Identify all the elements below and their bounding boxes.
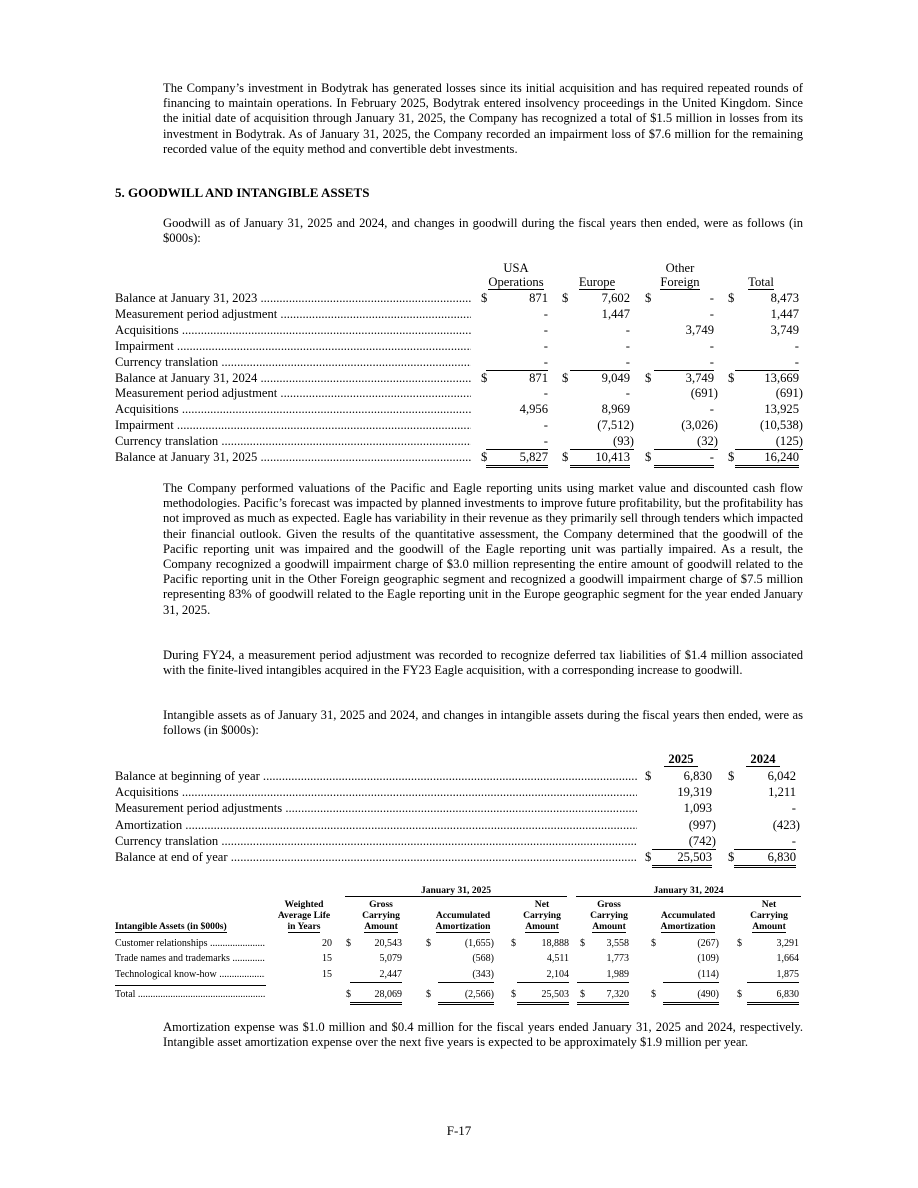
table-cell: 6,830 [683,769,712,783]
net-2024-header-line: Carrying [750,910,788,921]
table-cell: 5,827 [486,449,548,468]
table-cell: (7,512) [597,418,634,433]
dollar-sign: $ [728,769,735,783]
table-cell: 3,749 [770,322,799,337]
table-cell: (997) [688,817,716,832]
net-2025-header [513,899,571,933]
table-cell: 16,240 [735,449,799,468]
detail-cell: 20,543 [374,938,402,949]
table-cell: - [709,402,714,417]
net-2024-header-line: Amount [752,921,786,932]
detail-cell: 7,320 [577,987,629,1005]
year-header-text: 2024 [746,752,779,767]
row-label: Measurement period adjustment ..... [115,385,471,401]
dollar-sign: $ [645,769,652,783]
table-cell: 6,042 [767,769,796,783]
detail-cell: 2,104 [517,967,569,983]
paragraph-bodytrak: The Company’s investment in Bodytrak has generated losses since its initial acquisition and has required repeated rounds of financing to maintain operations. In February 2025, Bodytrak entered insolvency proceedings in the United Kingdom. Since the initial date of acquisition through January 31, 2025, the Company has recognized a total of $1.5 million in losses from its investment in Bodytrak. As of January 31, 2025, the Company recorded an impairment loss of $7.6 million for the remaining recorded value of the equity method and convertible debt investments. [163,81,803,156]
row-label: Impairment ..... [115,417,471,433]
table-row [115,849,815,865]
dollar-sign: $ [651,938,656,949]
table-cell: 7,602 [601,291,630,305]
gross-2024-header-line: Amount [592,921,626,932]
detail-cell: 1,875 [747,967,799,983]
intangible-label-header: Intangible Assets (in $000s) [115,921,227,932]
table-row [115,338,815,354]
dollar-sign: $ [728,370,735,385]
table-cell: - [794,338,799,353]
accum-2025-header-line: Accumulated [435,910,491,921]
dollar-sign: $ [737,989,742,1000]
table-row [115,322,815,338]
table-cell: (742) [652,833,716,850]
detail-cell: 5,079 [379,953,402,964]
row-label: Currency translation ..... [115,833,637,849]
table-row [115,449,815,465]
paragraph-amortization: Amortization expense was $1.0 million and $0.4 million for the fiscal years ended January 31, 2025 and 2024, respectively. Intangible asset amortization expense over the next five years is expected to be approximately $1.9 million per year. [163,1020,803,1050]
detail-cell: (2,566) [438,987,494,1005]
dollar-sign: $ [426,989,431,1000]
weighted-life-header-line: in Years [287,921,321,932]
detail-row-label: Customer relationships ..... [115,936,265,951]
table-cell: - [625,338,630,353]
dollar-sign: $ [728,850,735,864]
detail-cell: (114) [663,967,719,983]
paragraph-goodwill-intro: Goodwill as of January 31, 2025 and 2024, and changes in goodwill during the fiscal years then ended, were as follows (in $000s): [163,216,803,246]
dollar-sign: $ [737,938,742,949]
detail-cell: 3,558 [606,938,629,949]
table-cell: 9,049 [601,370,630,385]
total-rule [115,985,266,986]
dollar-sign: $ [645,450,652,464]
table-row [115,817,815,833]
table-row [115,800,815,816]
table-cell: (3,026) [681,418,718,433]
table-cell: - [625,322,630,337]
gross-2024-header-line: Gross [597,899,621,910]
table-cell: 871 [529,370,548,385]
detail-cell: (568) [472,953,494,964]
row-label: Measurement period adjustments ..... [115,800,637,816]
dollar-sign: $ [645,291,652,305]
detail-cell: 6,830 [747,987,799,1005]
table-cell: - [543,306,548,321]
table-cell: 1,093 [683,801,712,816]
row-label: Amortization ..... [115,817,637,833]
header-line: Other [665,261,695,275]
gross-2025-header [350,899,412,933]
paragraph-measurement-adjustment: During FY24, a measurement period adjustment was recorded to recognize deferred tax liabilities of $1.4 million associated with the finite-lived intangibles acquired in the FY23 Eagle acquisition, with a corresponding increase to goodwill. [163,648,803,678]
detail-row-label: Technological know-how ..... [115,967,265,982]
detail-cell: 3,291 [776,938,799,949]
row-label: Currency translation ..... [115,354,471,370]
detail-cell: 25,503 [517,987,569,1005]
detail-cell: 4,511 [546,953,569,964]
row-label: Balance at January 31, 2023 ..... [115,290,471,306]
row-label: Currency translation ..... [115,433,471,449]
row-label: Impairment ..... [115,338,471,354]
dollar-sign: $ [481,370,488,385]
row-label: Balance at January 31, 2025 ..... [115,449,471,465]
accum-2024-header [650,910,726,933]
weighted-life-header-line: Weighted [284,899,324,910]
table-cell: 19,319 [677,785,712,800]
detail-cell: (343) [438,967,494,983]
table-cell: - [709,291,714,305]
table-row [115,385,815,401]
detail-cell: 1,664 [776,953,799,964]
detail-cell: 2,447 [350,967,402,983]
header-line [557,261,637,275]
detail-row-label: Total ..... [115,987,265,1002]
table-row [115,306,815,322]
page-number: F-17 [446,1123,472,1138]
detail-cell: 1,773 [606,953,629,964]
detail-cell: 1,989 [577,967,629,983]
dollar-sign: $ [426,938,431,949]
table-row [115,354,815,370]
table-cell: (93) [570,433,634,450]
table-cell: (125) [735,433,803,450]
dollar-sign: $ [481,450,488,464]
table-cell: - [734,833,796,850]
goodwill-col-header [557,261,637,290]
detail-cell: (109) [697,953,719,964]
table-cell: (691) [690,386,718,401]
dollar-sign: $ [651,989,656,1000]
table-cell: 8,969 [601,402,630,417]
table-cell: 10,413 [570,449,630,468]
table-cell: 3,749 [685,322,714,337]
dollar-sign: $ [562,450,569,464]
table-cell: - [735,354,799,371]
row-label: Balance at end of year ..... [115,849,637,865]
gross-2025-header-line: Carrying [362,910,400,921]
weighted-life-header-line: Average Life [277,910,331,921]
header-line [721,261,801,275]
gross-2025-header-line: Gross [369,899,393,910]
gross-2024-header-line: Carrying [590,910,628,921]
table-cell: 1,211 [768,785,796,800]
accum-2025-header [425,910,501,933]
table-cell: (10,538) [759,418,803,433]
row-label: Balance at January 31, 2024 ..... [115,370,471,386]
table-cell: - [654,449,714,468]
table-cell: - [709,306,714,321]
net-2025-header-line: Net [534,899,550,910]
detail-cell: 28,069 [350,987,402,1005]
life-cell: 20 [322,938,332,949]
detail-row [115,951,815,966]
dollar-sign: $ [562,291,569,305]
dollar-sign: $ [562,370,569,385]
header-line: Operations [488,275,544,289]
header-line: USA [503,261,529,275]
net-2024-header-line: Net [761,899,777,910]
accum-2024-header-line: Amortization [660,921,716,932]
detail-cell: (1,655) [464,938,494,949]
life-cell: 15 [322,953,332,964]
row-label: Balance at beginning of year ..... [115,768,637,784]
detail-cell: (490) [663,987,719,1005]
table-cell: (32) [654,433,718,450]
header-line: Europe [578,275,616,289]
table-row [115,290,815,306]
net-2025-header-line: Carrying [523,910,561,921]
dollar-sign: $ [346,938,351,949]
dollar-sign: $ [580,989,585,1000]
table-cell: 1,447 [770,306,799,321]
detail-row [115,936,815,951]
goodwill-col-header [640,261,720,290]
table-cell: 8,473 [770,291,799,305]
net-2025-header-line: Amount [525,921,559,932]
dollar-sign: $ [645,370,652,385]
table-cell: - [791,801,796,816]
table-cell: 3,749 [685,370,714,385]
table-row [115,768,815,784]
dollar-sign: $ [728,450,735,464]
year-header-text: 2025 [664,752,697,767]
table-cell: 4,956 [519,402,548,417]
detail-cell: 18,888 [541,938,569,949]
table-cell: 6,830 [734,849,796,868]
header-line: Foreign [660,275,700,289]
accum-2024-header-line: Accumulated [660,910,716,921]
life-cell: 15 [322,969,332,980]
table-cell: (691) [775,386,803,401]
group-header-2024: January 31, 2024 [576,885,801,897]
table-cell: - [486,433,548,450]
year-header [646,752,716,767]
row-label: Acquisitions ..... [115,401,471,417]
gross-2024-header [578,899,640,933]
dollar-sign: $ [511,989,516,1000]
dollar-sign: $ [580,938,585,949]
table-cell: - [486,354,548,371]
table-cell: - [570,354,630,371]
table-cell: 13,669 [764,370,799,385]
table-cell: - [543,418,548,433]
detail-row [115,967,815,982]
table-cell: - [625,386,630,401]
table-row [115,433,815,449]
dollar-sign: $ [511,938,516,949]
table-cell: - [543,322,548,337]
detail-cell: (267) [697,938,719,949]
table-cell: 871 [529,291,548,305]
table-cell: - [543,386,548,401]
table-cell: - [709,338,714,353]
detail-row [115,987,815,1002]
group-header-2025: January 31, 2025 [345,885,567,897]
table-cell: (423) [772,817,800,832]
row-label: Acquisitions ..... [115,784,637,800]
year-header [728,752,798,767]
table-cell: - [543,338,548,353]
table-row [115,370,815,386]
dollar-sign: $ [728,291,735,305]
table-row [115,833,815,849]
goodwill-col-header [721,261,801,290]
row-label: Acquisitions ..... [115,322,471,338]
table-row [115,401,815,417]
detail-row-label: Trade names and trademarks ..... [115,951,265,966]
accum-2025-header-line: Amortization [435,921,491,932]
paragraph-valuation: The Company performed valuations of the Pacific and Eagle reporting units using market value and discounted cash flow methodologies. Pacific’s forecast was impacted by planned investments to improve future profitability, but the profitability has not improved as much as expected. Eagle has variability in their revenue as they primarily sell through tenders which impacted their financial outlook. Given the results of the quantitative assessment, the Company determined that the goodwill of the Pacific reporting unit was impaired and the goodwill of the Eagle reporting unit was partially impaired. As a result, the Company recognized a goodwill impairment charge of $3.0 million representing the entire amount of goodwill related to the Pacific reporting unit in the Other Foreign geographic segment and recognized a goodwill impairment charge of $7.5 million representing 83% of goodwill related to the Eagle reporting unit in the Europe geographic segment for the year ended January 31, 2025. [163,481,803,617]
dollar-sign: $ [481,291,488,305]
table-cell: 13,925 [764,402,799,417]
table-cell: 1,447 [601,306,630,321]
weighted-life-header [268,899,340,933]
gross-2025-header-line: Amount [364,921,398,932]
section-heading: 5. GOODWILL AND INTANGIBLE ASSETS [115,185,370,200]
table-cell: - [654,354,714,371]
row-label: Measurement period adjustment ..... [115,306,471,322]
net-2024-header [740,899,798,933]
dollar-sign: $ [645,850,652,864]
header-line: Total [748,275,774,289]
dollar-sign: $ [346,989,351,1000]
goodwill-col-header [476,261,556,290]
table-row [115,784,815,800]
table-row [115,417,815,433]
table-cell: 25,503 [652,849,712,868]
paragraph-intangible-intro: Intangible assets as of January 31, 2025 and 2024, and changes in intangible assets during the fiscal years then ended, were as follows (in $000s): [163,708,803,738]
